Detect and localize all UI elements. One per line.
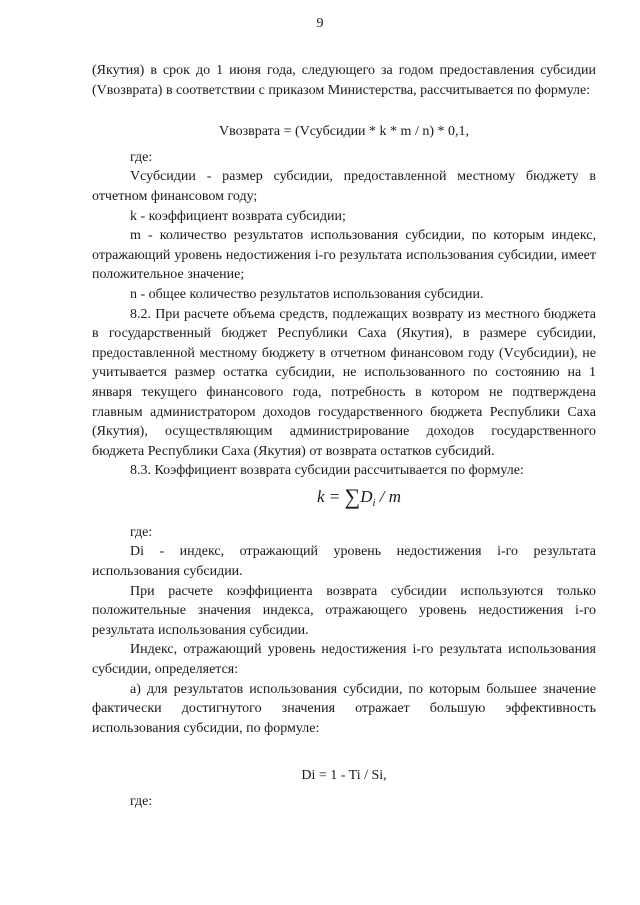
where-label: где: [130, 524, 153, 540]
sum-symbol: ∑ [344, 483, 361, 509]
formula-k-d: D [360, 486, 373, 506]
paragraph-intro: (Якутия) в срок до 1 июня года, следующего за годом предоставления субсидии (Vвозврата) в соответствии с приказом Министерства, рассчитывается по формуле: [92, 63, 596, 98]
formula-return-volume: Vвозврата = (Vсубсидии * k * m / n) * 0,1, [218, 124, 469, 140]
formula-k-rhs: / m [375, 486, 402, 506]
paragraph-8-3: 8.3. Коэффициент возврата субсидии рассчитывается по формуле: [130, 463, 524, 479]
page-number: 9 [316, 16, 324, 31]
where-label: где: [130, 149, 153, 165]
formula-di: Di = 1 - Ti / Si, [301, 768, 387, 784]
definition-v-subsidy: Vсубсидии - размер субсидии, предоставленной местному бюджету в отчетном финансовом году; [92, 169, 596, 204]
definition-n: n - общее количество результатов использования субсидии. [130, 286, 484, 302]
where-label: где: [130, 794, 153, 809]
formula-k-subscript: i [372, 496, 376, 509]
definition-m: m - количество результатов использования субсидии, по которым индекс, отражающий уровень недостижения i-го результата использования субсидии, имеет положительное значение; [92, 228, 596, 283]
definition-di: Di - индекс, отражающий уровень недостижения i-го результата использования субсидии. [92, 544, 596, 580]
document-body [92, 61, 596, 812]
paragraph-a: а) для результатов использования субсидии, по которым большее значение фактически достигнутого значения отражает большую эффективность использования субсидии, по формуле: [92, 681, 596, 736]
definition-k: k - коэффициент возврата субсидии; [130, 208, 346, 224]
paragraph-calculation: При расчете коэффициента возврата субсидии используются только положительные значения индекса, отражающего уровень недостижения i-го результата использования субсидии. [92, 583, 596, 638]
paragraph-index: Индекс, отражающий уровень недостижения i-го результата использования субсидии, определяется: [92, 642, 596, 678]
formula-k-lhs: k = [316, 486, 345, 506]
formula-coefficient-k [92, 485, 596, 515]
paragraph-8-2: 8.2. При расчете объема средств, подлежащих возврату из местного бюджета в государственный бюджет Республики Саха (Якутия), в размере субсидии, предоставленной местному бюджету в отчетном финансовом году (Vсубсидии), не учитывается размер остатка субсидии, не использованного по состоянию на 1 января текущего финансового года, потребность в котором не подтверждена главным администратором доходов государственного бюджета Республики Саха (Якутия), осуществляющим администрирование доходов государственного бюджета Республики Саха (Якутия) от возврата остатков субсидий. [92, 306, 596, 459]
